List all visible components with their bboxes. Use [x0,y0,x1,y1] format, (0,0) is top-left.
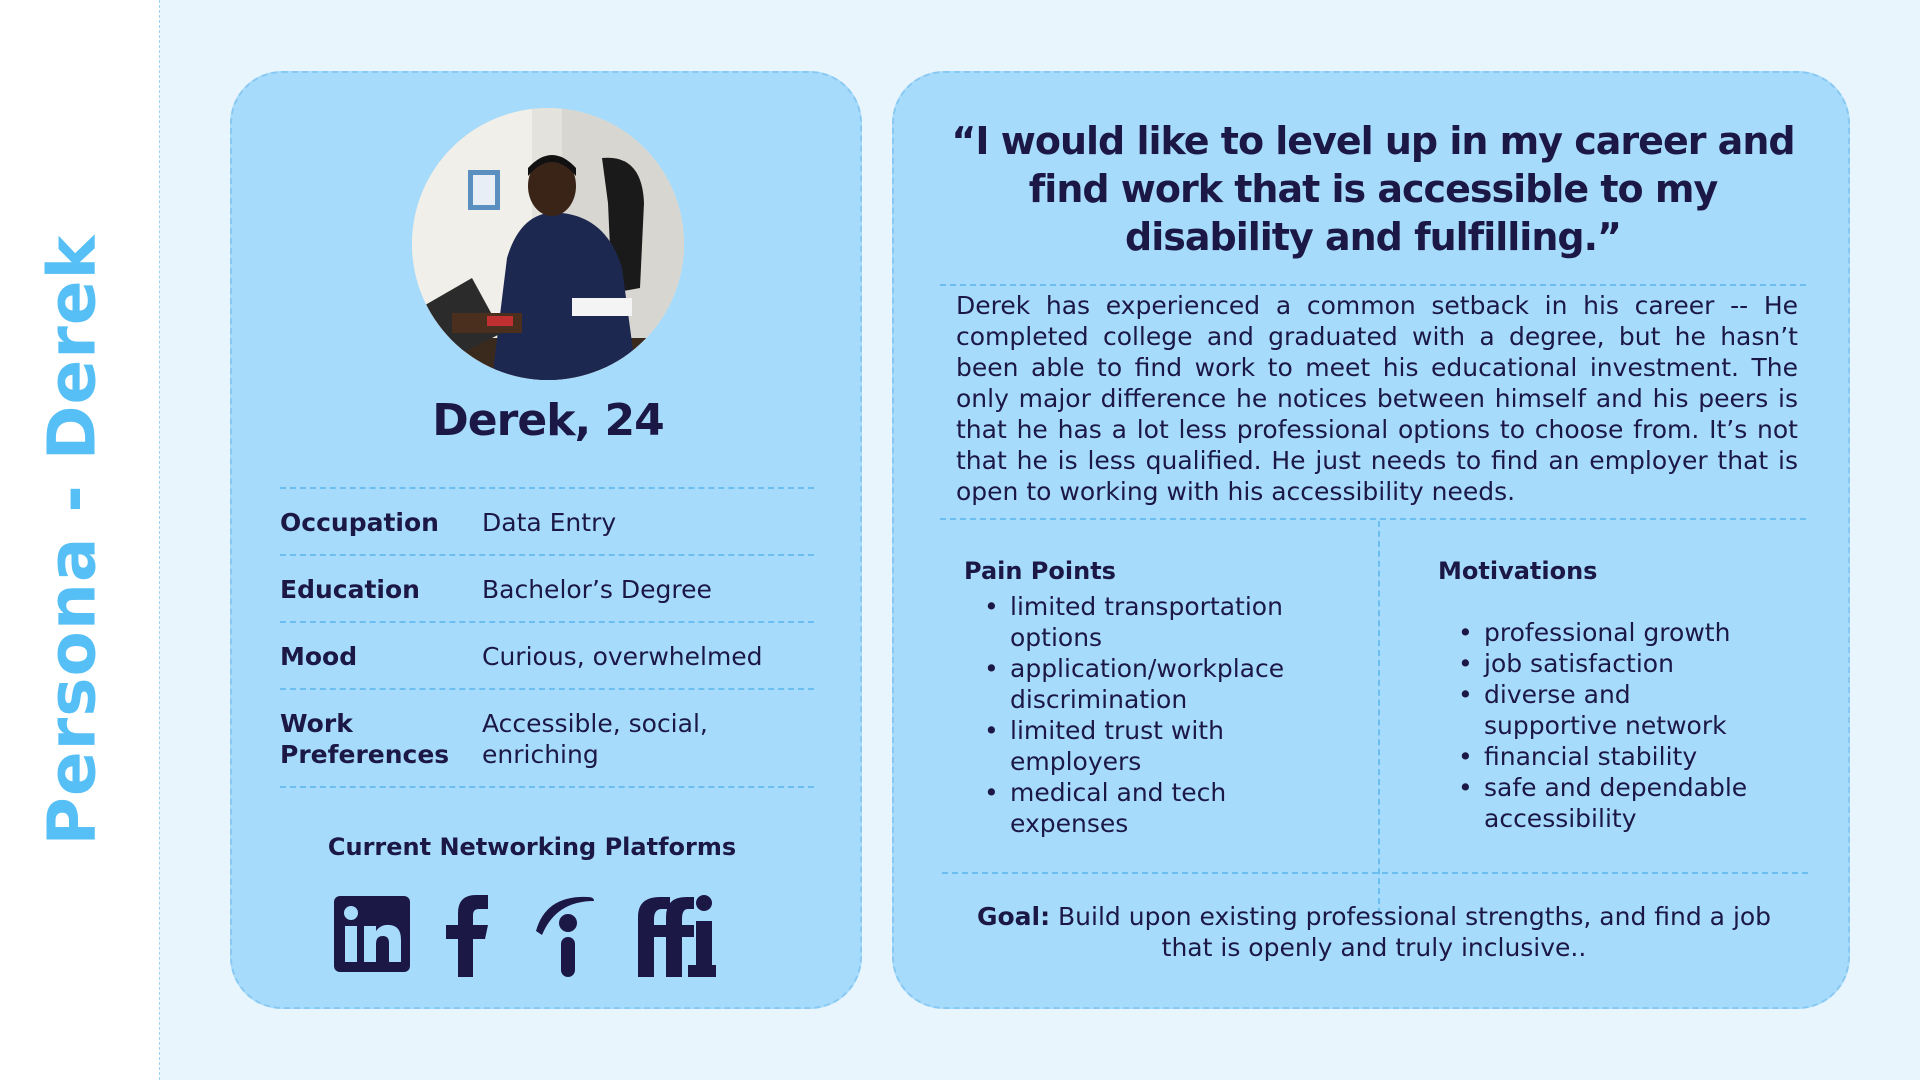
pain-points-list [964,591,1294,839]
attribute-value: Accessible, social, enriching [482,709,708,769]
goal-label: Goal: [976,902,1051,931]
attribute-row-occupation [280,487,814,554]
attribute-value: Curious, overwhelmed [482,642,763,671]
list-item: • medical and tech expenses [964,777,1294,839]
attribute-label: Mood [280,642,358,671]
attribute-value: Bachelor’s Degree [482,575,712,604]
attribute-label: Education [280,575,420,604]
attribute-list [280,487,814,788]
motivations-title: Motivations [1438,557,1598,585]
attribute-label: Work Preferences [280,709,450,769]
platform-icons [332,891,752,981]
persona-name: Derek, 24 [432,395,664,446]
side-title: Persona - Derek [33,234,111,846]
persona-details-card [892,71,1850,1009]
list-item: • application/workplace discrimination [964,653,1294,715]
attribute-row-education [280,554,814,621]
divider [942,872,1808,874]
attribute-label: Occupation [280,508,439,537]
list-item: • job satisfaction [1438,648,1768,679]
divider [940,518,1806,520]
facebook-icon [442,891,492,977]
persona-goal [974,901,1774,963]
avatar [412,108,684,380]
persona-quote: “I would like to level up in my career and find work that is accessible to my disability and fulfilling.” [951,119,1795,259]
persona-profile-card [230,71,862,1009]
attribute-row-mood [280,621,814,688]
goal-text: Build upon existing professional strengths, and find a job that is openly and truly inclusive.. [1058,902,1772,962]
list-item: • diverse and supportive network [1438,679,1768,741]
avatar-photo [412,108,684,380]
list-item: • limited transportation options [964,591,1294,653]
attribute-value: Data Entry [482,508,617,537]
side-strip [0,0,160,1080]
column-divider [1378,521,1380,914]
motivations-list [1438,617,1768,834]
persona-bio: Derek has experienced a common setback in his career -- He completed college and graduated with a degree, but he hasn’t been able to find work to meet his educational investment. The only major difference he notices between himself and his peers is that he has a lot less professional options to choose from. It’s not that he is less qualified. He just needs to find an employer that is open to working with his accessibility needs. [956,291,1798,506]
list-item: • safe and dependable accessibility [1438,772,1768,834]
indeed-icon [532,891,598,977]
fairygodboss-icon [632,891,716,977]
list-item: • financial stability [1438,741,1768,772]
platforms-title: Current Networking Platforms [327,833,737,861]
divider [940,284,1806,286]
linkedin-icon [332,891,412,977]
list-item: • limited trust with employers [964,715,1294,777]
list-item: • professional growth [1438,617,1768,648]
attribute-row-work-preferences [280,688,814,788]
pain-points-title: Pain Points [964,557,1116,585]
